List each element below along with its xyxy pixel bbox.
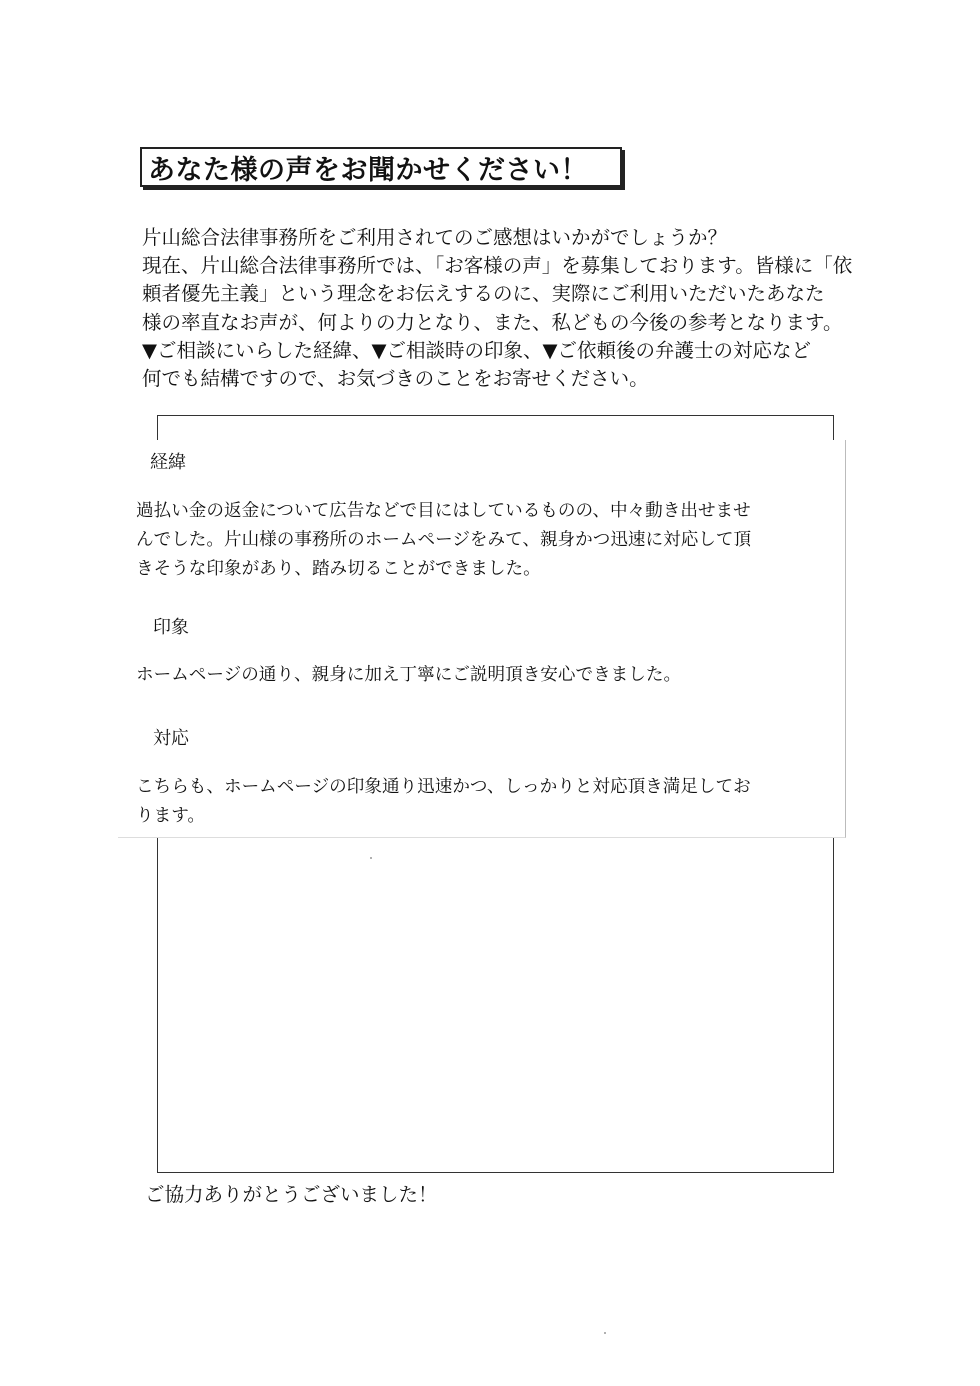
scan-speck	[370, 857, 372, 859]
service-text	[136, 773, 844, 831]
form-title: あなた様の声をお聞かせください！	[140, 147, 622, 187]
intro-line: 頼者優先主義」という理念をお伝えするのに、実際にご利用いただいたあなた	[142, 282, 825, 306]
background-line: きそうな印象があり、踏み切ることができました。	[136, 559, 541, 579]
background-label: 経緯	[150, 452, 186, 473]
intro-line: 様の率直なお声が、何よりの力となり、また、私どもの今後の参考となります。	[142, 310, 843, 334]
impression-text	[136, 661, 844, 690]
impression-label: 印象	[153, 617, 189, 638]
pasted-response-sheet	[118, 440, 846, 838]
impression-line: ホームページの通り、親身に加え丁寧にご説明頂き安心できました。	[136, 665, 682, 685]
intro-text	[142, 224, 852, 393]
scan-speck	[604, 1332, 606, 1334]
intro-line: 片山総合法律事務所をご利用されてのご感想はいかがでしょうか？	[142, 226, 728, 249]
background-line: んでした。片山様の事務所のホームページをみて、親身かつ迅速に対応して頂	[136, 530, 752, 550]
background-text	[136, 497, 844, 584]
service-line: こちらも、ホームページの印象通り迅速かつ、しっかりと対応頂き満足してお	[136, 777, 751, 797]
service-label: 対応	[153, 728, 189, 749]
intro-line: ▼ご相談にいらした経緯、▼ご相談時の印象、▼ご依頼後の弁護士の対応など	[142, 338, 811, 362]
intro-line: 現在、片山総合法律事務所では、「お客様の声」を募集しております。皆様に「依	[142, 254, 853, 278]
thanks-text: ご協力ありがとうございました！	[145, 1183, 438, 1206]
intro-line: 何でも結構ですので、お気づきのことをお寄せください。	[142, 367, 649, 391]
service-line: ります。	[136, 806, 205, 826]
background-line: 過払い金の返金について広告などで目にはしているものの、中々動き出せませ	[136, 501, 751, 521]
